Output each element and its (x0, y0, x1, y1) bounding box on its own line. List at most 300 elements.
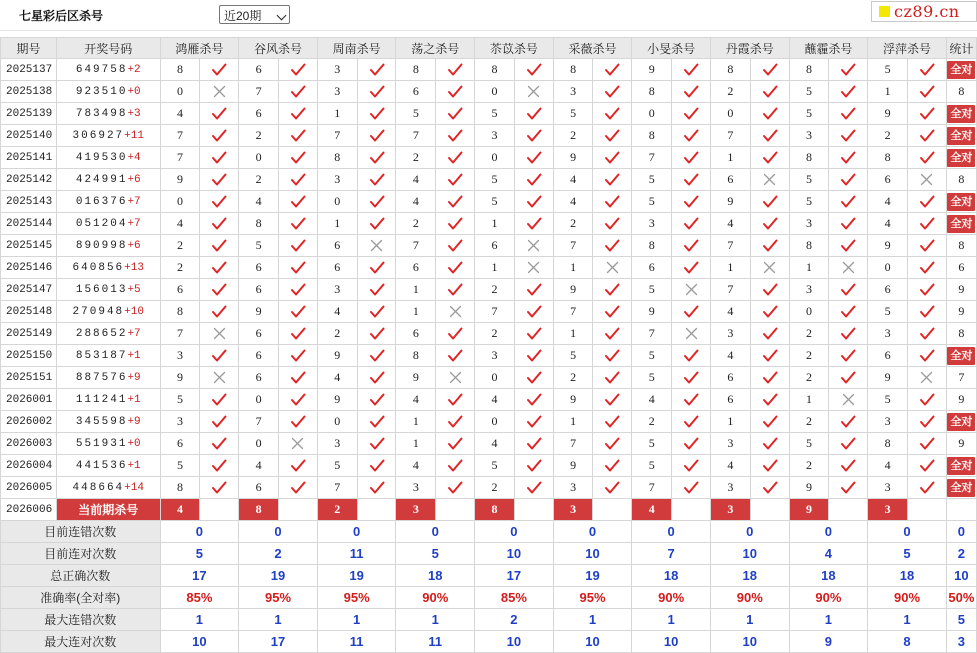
check-icon (672, 433, 711, 455)
draw-sum: +2 (127, 63, 141, 76)
kill-number: 4 (710, 345, 750, 367)
draw-sum: +3 (127, 107, 141, 120)
summary-value: 18 (396, 565, 475, 587)
kill-number: 7 (239, 411, 279, 433)
check-icon (829, 213, 868, 235)
kill-number: 5 (632, 169, 672, 191)
kill-number: 3 (632, 213, 672, 235)
check-icon (907, 213, 946, 235)
kill-number: 7 (632, 477, 672, 499)
kill-number: 9 (239, 301, 279, 323)
row-stat (946, 477, 976, 499)
summary-value: 7 (632, 543, 711, 565)
row-stat (946, 213, 976, 235)
kill-number: 3 (789, 279, 829, 301)
row-stat (946, 125, 976, 147)
check-icon (514, 411, 553, 433)
draw-numbers-cell (56, 125, 160, 147)
kill-number: 7 (710, 235, 750, 257)
kill-number: 5 (553, 345, 593, 367)
summary-value: 0 (868, 521, 947, 543)
summary-value: 10 (710, 631, 789, 653)
check-icon (357, 213, 396, 235)
cross-icon (200, 81, 239, 103)
row-stat (946, 411, 976, 433)
summary-value: 1 (553, 609, 632, 631)
check-icon (278, 191, 317, 213)
kill-number: 2 (239, 125, 279, 147)
kill-number: 6 (160, 433, 200, 455)
summary-row (1, 631, 977, 653)
check-icon (278, 125, 317, 147)
check-icon (514, 455, 553, 477)
summary-value: 85% (160, 587, 239, 609)
summary-value: 1 (160, 609, 239, 631)
empty-cell (593, 499, 632, 521)
current-kill-number: 4 (160, 499, 200, 521)
period-cell: 2025144 (1, 213, 57, 235)
current-kill-label: 当前期杀号 (56, 499, 160, 521)
check-icon (357, 411, 396, 433)
summary-row (1, 521, 977, 543)
check-icon (514, 213, 553, 235)
kill-number: 3 (868, 323, 908, 345)
draw-digits: 887576 (75, 371, 128, 384)
kill-number: 4 (239, 191, 279, 213)
check-icon (278, 147, 317, 169)
check-icon (357, 81, 396, 103)
kill-number: 5 (317, 455, 357, 477)
period-cell: 2025146 (1, 257, 57, 279)
check-icon (436, 191, 475, 213)
table-row (1, 433, 977, 455)
summary-value: 2 (239, 543, 318, 565)
kill-number: 6 (239, 59, 279, 81)
cross-icon (357, 235, 396, 257)
check-icon (829, 279, 868, 301)
check-icon (278, 213, 317, 235)
cross-icon (829, 257, 868, 279)
period-cell: 2025151 (1, 367, 57, 389)
empty-cell (672, 499, 711, 521)
kill-number: 6 (317, 257, 357, 279)
summary-value: 9 (789, 631, 868, 653)
summary-value: 19 (317, 565, 396, 587)
kill-number: 5 (475, 169, 515, 191)
check-icon (357, 103, 396, 125)
check-icon (750, 103, 789, 125)
kill-number: 1 (475, 213, 515, 235)
check-icon (829, 191, 868, 213)
kill-number: 3 (317, 169, 357, 191)
kill-number: 5 (160, 455, 200, 477)
draw-numbers-cell (56, 323, 160, 345)
range-select[interactable] (219, 5, 290, 24)
kill-number: 9 (868, 367, 908, 389)
kill-number: 7 (396, 235, 436, 257)
kill-number: 2 (396, 147, 436, 169)
period-cell: 2025147 (1, 279, 57, 301)
kill-number: 1 (396, 279, 436, 301)
summary-value: 8 (868, 631, 947, 653)
kill-number: 1 (789, 389, 829, 411)
kill-number: 7 (553, 301, 593, 323)
summary-value: 4 (789, 543, 868, 565)
kill-number: 7 (475, 301, 515, 323)
check-icon (514, 389, 553, 411)
draw-numbers-cell (56, 455, 160, 477)
table-row (1, 213, 977, 235)
summary-value: 50% (946, 587, 976, 609)
current-kill-number: 3 (710, 499, 750, 521)
check-icon (278, 323, 317, 345)
check-icon (436, 81, 475, 103)
kill-number: 8 (868, 433, 908, 455)
summary-value: 1 (868, 609, 947, 631)
draw-digits: 441536 (75, 459, 128, 472)
kill-number: 6 (632, 257, 672, 279)
kill-number: 0 (789, 301, 829, 323)
draw-numbers-cell (56, 279, 160, 301)
kill-number: 7 (710, 125, 750, 147)
check-icon (357, 433, 396, 455)
check-icon (750, 389, 789, 411)
kill-number: 2 (553, 125, 593, 147)
kill-number: 8 (317, 147, 357, 169)
kill-number: 2 (475, 279, 515, 301)
check-icon (672, 301, 711, 323)
check-icon (750, 411, 789, 433)
kill-number: 5 (475, 191, 515, 213)
empty-cell (200, 499, 239, 521)
all-correct-badge: 全对 (947, 127, 975, 145)
check-icon (672, 235, 711, 257)
kill-number: 1 (317, 103, 357, 125)
check-icon (750, 367, 789, 389)
kill-number: 2 (789, 455, 829, 477)
check-icon (593, 389, 632, 411)
kill-number: 3 (710, 323, 750, 345)
kill-number: 5 (789, 103, 829, 125)
kill-number: 6 (396, 81, 436, 103)
check-icon (672, 147, 711, 169)
kill-number: 8 (710, 59, 750, 81)
kill-number: 7 (553, 433, 593, 455)
all-correct-badge: 全对 (947, 61, 975, 79)
draw-sum: +1 (127, 349, 141, 362)
row-stat: 8 (946, 235, 976, 257)
kill-number: 9 (868, 235, 908, 257)
check-icon (593, 125, 632, 147)
summary-value: 10 (946, 565, 976, 587)
summary-value: 90% (868, 587, 947, 609)
kill-number: 9 (789, 477, 829, 499)
kill-number: 8 (160, 59, 200, 81)
summary-label: 最大连错次数 (1, 609, 161, 631)
check-icon (514, 323, 553, 345)
check-icon (357, 169, 396, 191)
kill-number: 0 (475, 147, 515, 169)
summary-row (1, 543, 977, 565)
draw-sum: +7 (127, 195, 141, 208)
draw-digits: 649758 (75, 63, 128, 76)
summary-value: 10 (475, 631, 554, 653)
kill-number: 1 (317, 213, 357, 235)
check-icon (672, 257, 711, 279)
row-stat (946, 103, 976, 125)
check-icon (278, 367, 317, 389)
all-correct-badge: 全对 (947, 149, 975, 167)
summary-row (1, 587, 977, 609)
kill-number: 4 (396, 191, 436, 213)
draw-numbers-cell (56, 301, 160, 323)
check-icon (200, 411, 239, 433)
check-icon (278, 81, 317, 103)
check-icon (829, 103, 868, 125)
table-row (1, 103, 977, 125)
kill-number: 2 (160, 235, 200, 257)
kill-number: 1 (553, 257, 593, 279)
kill-number: 2 (868, 125, 908, 147)
kill-number: 6 (710, 169, 750, 191)
check-icon (672, 213, 711, 235)
summary-value: 18 (632, 565, 711, 587)
cross-icon (750, 257, 789, 279)
kill-number: 9 (632, 301, 672, 323)
check-icon (514, 345, 553, 367)
draw-sum: +11 (124, 129, 144, 142)
period-cell: 2025142 (1, 169, 57, 191)
kill-number: 7 (160, 147, 200, 169)
check-icon (750, 235, 789, 257)
period-cell: 2025139 (1, 103, 57, 125)
range-select-value: 近20期 (224, 9, 262, 23)
check-icon (907, 235, 946, 257)
summary-label: 最大连对次数 (1, 631, 161, 653)
kill-number: 5 (632, 345, 672, 367)
kill-number: 1 (396, 411, 436, 433)
summary-value: 90% (396, 587, 475, 609)
table-row (1, 125, 977, 147)
kill-number: 9 (710, 191, 750, 213)
kill-number: 0 (710, 103, 750, 125)
summary-label: 准确率(全对率) (1, 587, 161, 609)
current-period-row (1, 499, 977, 521)
kill-number: 0 (160, 191, 200, 213)
table-row (1, 455, 977, 477)
check-icon (357, 345, 396, 367)
check-icon (278, 455, 317, 477)
kill-number: 6 (710, 389, 750, 411)
check-icon (593, 81, 632, 103)
kill-number: 5 (789, 433, 829, 455)
check-icon (593, 213, 632, 235)
empty-cell (514, 499, 553, 521)
summary-label: 目前连错次数 (1, 521, 161, 543)
period-cell: 2025148 (1, 301, 57, 323)
summary-value: 2 (946, 543, 976, 565)
kill-number: 3 (710, 433, 750, 455)
empty-cell (829, 499, 868, 521)
kill-number: 9 (868, 103, 908, 125)
kill-number: 4 (396, 455, 436, 477)
kill-number: 9 (553, 279, 593, 301)
check-icon (357, 191, 396, 213)
check-icon (514, 367, 553, 389)
check-icon (200, 59, 239, 81)
draw-sum: +6 (127, 173, 141, 186)
summary-value: 0 (710, 521, 789, 543)
summary-value: 18 (868, 565, 947, 587)
kill-number: 6 (396, 323, 436, 345)
check-icon (829, 301, 868, 323)
cross-icon (750, 169, 789, 191)
kill-number: 6 (239, 477, 279, 499)
summary-value: 5 (946, 609, 976, 631)
summary-value: 1 (710, 609, 789, 631)
kill-number: 8 (160, 477, 200, 499)
check-icon (672, 169, 711, 191)
summary-value: 18 (789, 565, 868, 587)
summary-value: 11 (396, 631, 475, 653)
column-header: 荡之杀号 (396, 38, 475, 59)
check-icon (436, 147, 475, 169)
check-icon (672, 411, 711, 433)
kill-number: 1 (396, 433, 436, 455)
kill-number: 4 (710, 301, 750, 323)
check-icon (357, 279, 396, 301)
kill-number: 5 (632, 279, 672, 301)
kill-number: 5 (868, 301, 908, 323)
kill-number: 4 (553, 191, 593, 213)
row-stat: 8 (946, 323, 976, 345)
summary-value: 10 (553, 631, 632, 653)
check-icon (829, 323, 868, 345)
check-icon (750, 147, 789, 169)
row-stat: 6 (946, 257, 976, 279)
summary-value: 11 (317, 543, 396, 565)
check-icon (200, 147, 239, 169)
cross-icon (672, 279, 711, 301)
kill-number: 3 (868, 411, 908, 433)
kill-number: 5 (632, 433, 672, 455)
check-icon (278, 389, 317, 411)
summary-value: 5 (160, 543, 239, 565)
check-icon (593, 59, 632, 81)
kill-number: 7 (632, 323, 672, 345)
check-icon (593, 147, 632, 169)
kill-number: 2 (710, 81, 750, 103)
check-icon (750, 59, 789, 81)
kill-number: 5 (868, 59, 908, 81)
draw-sum: +10 (124, 305, 144, 318)
check-icon (514, 125, 553, 147)
check-icon (514, 477, 553, 499)
row-stat (946, 455, 976, 477)
column-header: 统计 (946, 38, 976, 59)
kill-number: 3 (396, 477, 436, 499)
summary-value: 10 (475, 543, 554, 565)
draw-numbers-cell (56, 59, 160, 81)
kill-number: 6 (868, 345, 908, 367)
summary-value: 0 (475, 521, 554, 543)
chevron-down-icon (277, 11, 287, 21)
check-icon (514, 433, 553, 455)
summary-value: 0 (160, 521, 239, 543)
kill-number: 8 (475, 59, 515, 81)
row-stat: 7 (946, 367, 976, 389)
kill-number: 2 (475, 323, 515, 345)
current-kill-number: 3 (396, 499, 436, 521)
table-row (1, 147, 977, 169)
draw-sum: +9 (127, 415, 141, 428)
kill-number: 3 (475, 345, 515, 367)
kill-number: 5 (475, 455, 515, 477)
draw-sum: +9 (127, 371, 141, 384)
check-icon (907, 125, 946, 147)
kill-number: 8 (160, 301, 200, 323)
draw-numbers-cell (56, 433, 160, 455)
draw-numbers-cell (56, 169, 160, 191)
all-correct-badge: 全对 (947, 457, 975, 475)
kill-number: 3 (317, 279, 357, 301)
table-header (1, 38, 977, 59)
check-icon (750, 213, 789, 235)
summary-value: 0 (317, 521, 396, 543)
check-icon (593, 477, 632, 499)
draw-numbers-cell (56, 257, 160, 279)
check-icon (907, 389, 946, 411)
kill-number: 7 (710, 279, 750, 301)
column-header: 开奖号码 (56, 38, 160, 59)
row-stat: 9 (946, 279, 976, 301)
period-cell: 2025140 (1, 125, 57, 147)
kill-number: 6 (239, 345, 279, 367)
cross-icon (907, 169, 946, 191)
check-icon (278, 279, 317, 301)
check-icon (514, 191, 553, 213)
current-kill-number: 9 (789, 499, 829, 521)
kill-number: 1 (710, 147, 750, 169)
summary-value: 2 (475, 609, 554, 631)
check-icon (907, 279, 946, 301)
draw-sum: +6 (127, 239, 141, 252)
summary-value: 3 (946, 631, 976, 653)
table-row (1, 301, 977, 323)
cross-icon (200, 323, 239, 345)
kill-number: 1 (868, 81, 908, 103)
draw-digits: 640856 (72, 261, 125, 274)
draw-digits: 288652 (75, 327, 128, 340)
check-icon (829, 125, 868, 147)
check-icon (750, 345, 789, 367)
kill-number: 0 (160, 81, 200, 103)
draw-numbers-cell (56, 345, 160, 367)
check-icon (514, 279, 553, 301)
summary-value: 90% (789, 587, 868, 609)
kill-number: 0 (317, 411, 357, 433)
site-logo[interactable] (871, 1, 977, 22)
check-icon (593, 103, 632, 125)
check-icon (672, 103, 711, 125)
kill-number: 7 (317, 477, 357, 499)
kill-number: 5 (789, 191, 829, 213)
kill-number: 3 (789, 213, 829, 235)
check-icon (593, 235, 632, 257)
summary-value: 1 (396, 609, 475, 631)
check-icon (514, 147, 553, 169)
kill-number: 6 (868, 279, 908, 301)
